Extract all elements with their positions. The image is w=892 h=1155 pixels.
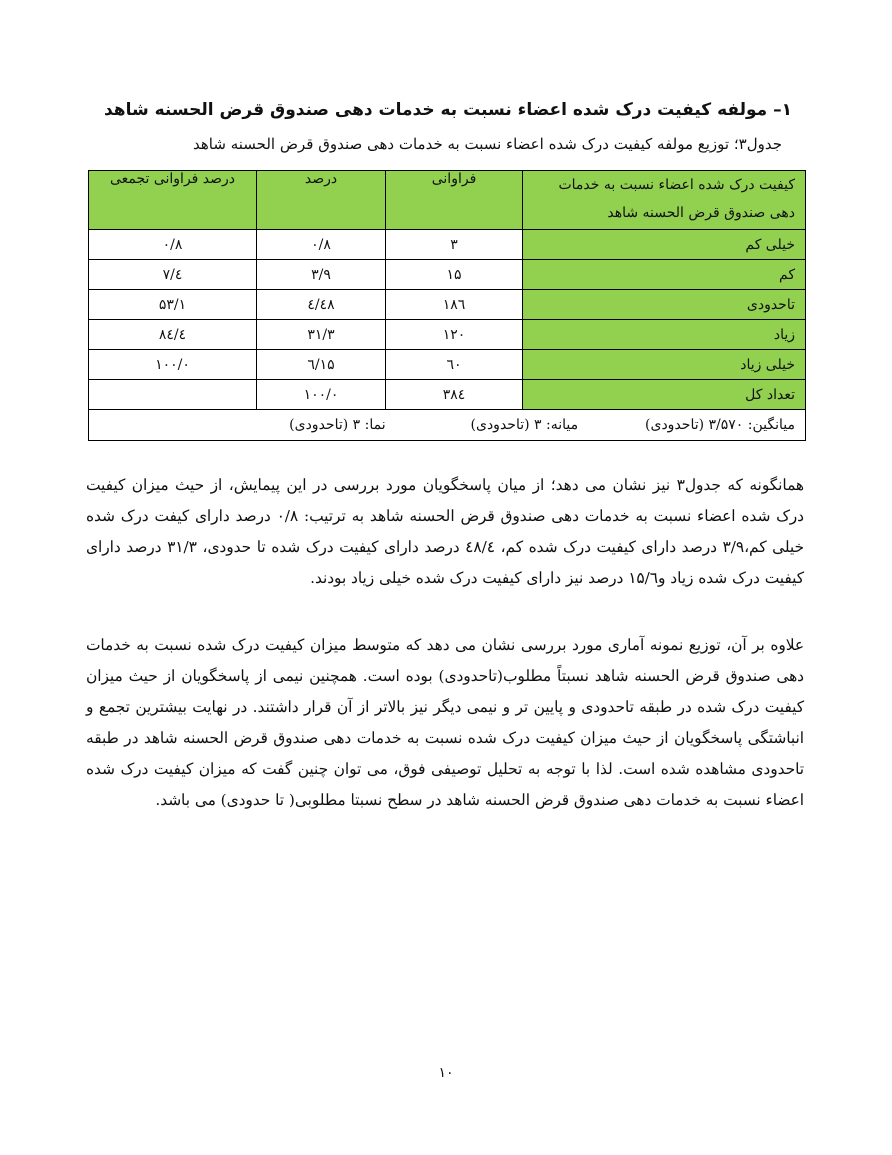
row-cumulative: ٤/۷ bbox=[89, 260, 257, 290]
row-category: کم bbox=[523, 260, 806, 290]
row-category: زیاد bbox=[523, 320, 806, 350]
row-category: خیلی زیاد bbox=[523, 350, 806, 380]
row-frequency: ۳ bbox=[386, 230, 523, 260]
body-paragraph: همانگونه که جدول۳ نیز نشان می دهد؛ از میان پاسخگویان مورد بررسی در این پیمایش، از حیث میزان کیفیت درک شده اعضاء نسبت به خدمات دهی صندوق قرض الحسنه شاهد به ترتیب: ۰/۸ درصد دارای کیفت درک شده خیلی کم،۳/۹ درصد دارای کیفیت درک شده کم، ٤۸/٤ درصد دارای کیفیت درک شده تا حدودی، ۳۱/۳ درصد دارای کیفیت درک شده زیاد و۱۵/٦ درصد نیز دارای کیفیت درک شده خیلی زیاد بودند. bbox=[86, 476, 804, 588]
row-frequency: ٦۰ bbox=[386, 350, 523, 380]
table-footer-row bbox=[89, 410, 806, 441]
header-percent: درصد bbox=[257, 171, 386, 230]
row-category: خیلی کم bbox=[523, 230, 806, 260]
row-frequency: ۱۲۰ bbox=[386, 320, 523, 350]
table-footer bbox=[89, 410, 806, 441]
table-row bbox=[89, 320, 806, 350]
header-category: کیفیت درک شده اعضاء نسبت به خدمات دهی صندوق قرض الحسنه شاهد bbox=[523, 171, 806, 230]
row-frequency: ۱۵ bbox=[386, 260, 523, 290]
row-category: تاحدودی bbox=[523, 290, 806, 320]
footer-mean: میانگین: ۳/۵۷۰ (تاحدودی) bbox=[645, 417, 795, 433]
table-row bbox=[89, 350, 806, 380]
row-percent: ۳/۹ bbox=[257, 260, 386, 290]
header-cumulative: درصد فراوانی تجمعی bbox=[89, 171, 257, 230]
row-cumulative: ۰/۸ bbox=[89, 230, 257, 260]
table-row-total bbox=[89, 380, 806, 410]
row-percent: ۱۰۰/۰ bbox=[257, 380, 386, 410]
row-cumulative: ۸٤/٤ bbox=[89, 320, 257, 350]
page-number: ۱۰ bbox=[438, 1065, 454, 1081]
row-cumulative: ۵۳/۱ bbox=[89, 290, 257, 320]
row-cumulative bbox=[89, 380, 257, 410]
row-category: تعداد کل bbox=[523, 380, 806, 410]
table-row bbox=[89, 230, 806, 260]
row-percent: ۰/۸ bbox=[257, 230, 386, 260]
table-caption: جدول۳؛ توزیع مولفه کیفیت درک شده اعضاء نسبت به خدمات دهی صندوق قرض الحسنه شاهد bbox=[193, 135, 782, 153]
table-row bbox=[89, 260, 806, 290]
header-frequency: فراوانی bbox=[386, 171, 523, 230]
body-paragraph: علاوه بر آن، توزیع نمونه آماری مورد بررسی نشان می دهد که متوسط میزان کیفیت درک شده نسبت به خدمات دهی صندوق قرض الحسنه شاهد نسبتاً مطلوب(تاحدودی) بوده است. همچنین نیمی از پاسخگویان از حیث میزان کیفیت درک شده در طبقه تاحدودی و پایین تر و نیمی دیگر نیز بالاتر از آن قرار داشتند. در نهایت بیشترین تجمع و انباشتگی پاسخگویان از حیث میزان کیفیت درک شده نسبت به خدمات دهی صندوق قرض الحسنه شاهد در طبقه تاحدودی مشاهده شده است. لذا با توجه به تحلیل توصیفی فوق، می توان چنین گفت که میزان کیفیت درک شده اعضاء نسبت به خدمات دهی صندوق قرض الحسنه شاهد در سطح نسبتا مطلوبی( تا حدودی) می باشد. bbox=[86, 636, 804, 810]
footer-median: میانه: ۳ (تاحدودی) bbox=[470, 417, 579, 433]
row-percent: ۳۱/۳ bbox=[257, 320, 386, 350]
section-heading: ۱– مولفه کیفیت درک شده اعضاء نسبت به خدمات دهی صندوق قرض الحسنه شاهد bbox=[103, 100, 792, 120]
table-row bbox=[89, 290, 806, 320]
table-header-row bbox=[89, 171, 806, 230]
row-percent: ٤۸/٤ bbox=[257, 290, 386, 320]
row-cumulative: ۱۰۰/۰ bbox=[89, 350, 257, 380]
row-percent: ۱۵/٦ bbox=[257, 350, 386, 380]
footer-mode: نما: ۳ (تاحدودی) bbox=[289, 417, 386, 433]
distribution-table bbox=[88, 170, 806, 441]
row-frequency: ۳۸٤ bbox=[386, 380, 523, 410]
row-frequency: ۱۸٦ bbox=[386, 290, 523, 320]
